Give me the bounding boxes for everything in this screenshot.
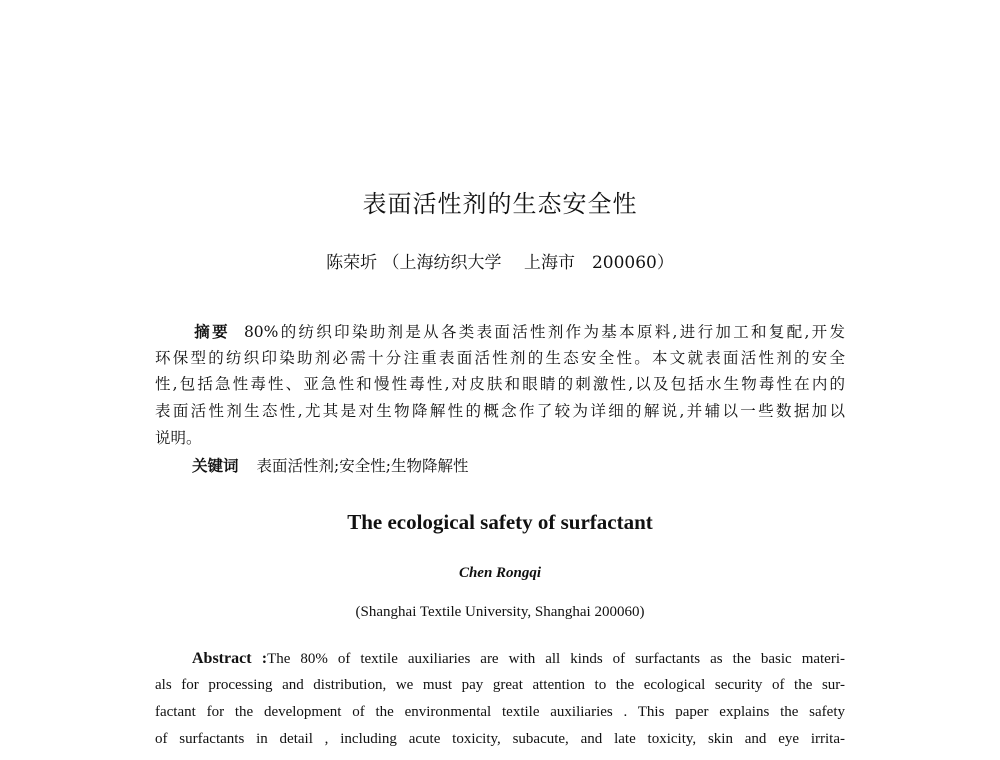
keywords-text: 表面活性剂;安全性;生物降解性 — [256, 457, 469, 475]
chinese-title: 表面活性剂的生态安全性 — [362, 190, 638, 218]
abstract-text: The 80% of textile auxiliaries are with all kinds of surfactants as the basic materi- — [267, 651, 845, 667]
chinese-abstract-line: 表面活性剂生态性,尤其是对生物降解性的概念作了较为详细的解说,并辅以一些数据加以 — [155, 402, 845, 420]
abstract-text: 80%的纺织印染助剂是从各类表面活性剂作为基本原料,进行加工和复配,开发 — [243, 323, 845, 341]
chinese-author-affiliation: 陈荣圻 （上海纺织大学 上海市 200060） — [326, 253, 674, 273]
chinese-abstract-line: 环保型的纺织印染助剂必需十分注重表面活性剂的生态安全性。本文就表面活性剂的安全 — [155, 349, 845, 367]
chinese-abstract-line — [155, 319, 845, 345]
chinese-keywords — [155, 453, 845, 479]
english-affiliation: (Shanghai Textile University, Shanghai 200060) — [355, 604, 645, 620]
english-abstract-line: als for processing and distribution, we must pay great attention to the ecological security of the sur- — [155, 677, 845, 693]
chinese-abstract-label: 摘要 — [192, 322, 230, 341]
english-abstract-line: of surfactants in detail , including acute toxicity, subacute, and late toxicity, skin and eye irrita- — [155, 731, 845, 747]
english-abstract-line: factant for the development of the environmental textile auxiliaries . This paper explains the safety — [155, 704, 845, 720]
chinese-abstract-line: 性,包括急性毒性、亚急性和慢性毒性,对皮肤和眼睛的刺激性,以及包括水生物毒性在内的 — [155, 375, 845, 393]
chinese-abstract-line: 说明。 — [155, 429, 202, 447]
english-abstract-label: Abstract : — [192, 650, 268, 667]
keywords-label: 关键词 — [192, 456, 239, 475]
english-abstract-line — [155, 645, 845, 672]
english-title: The ecological safety of surfactant — [347, 510, 653, 534]
english-author: Chen Rongqi — [458, 565, 542, 581]
